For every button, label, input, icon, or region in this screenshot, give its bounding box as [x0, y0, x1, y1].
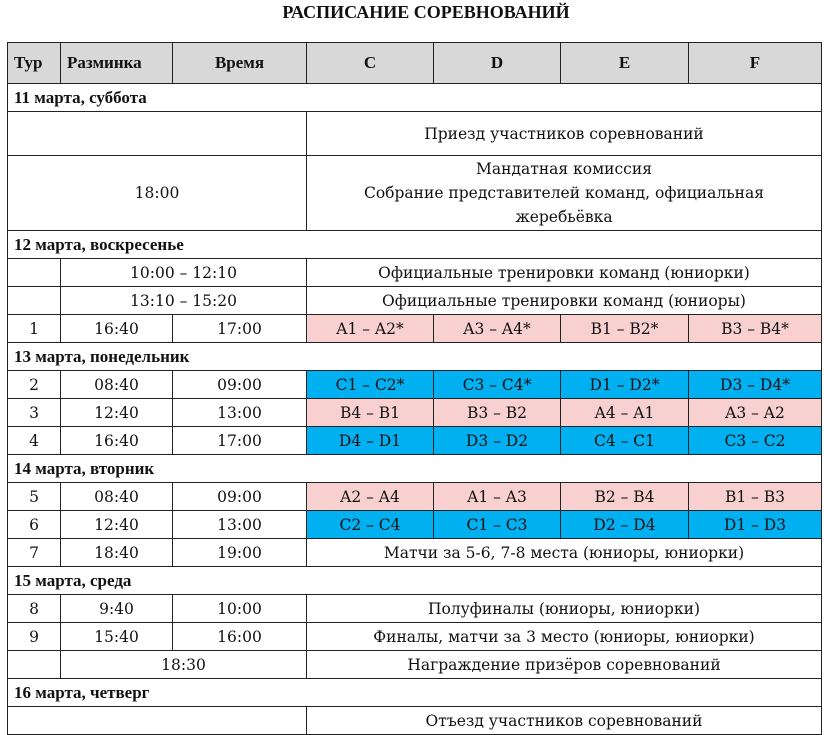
- time-cell: 10:00: [173, 595, 307, 623]
- event-cell: Полуфиналы (юниоры, юниорки): [307, 595, 822, 623]
- schedule-row: [8, 287, 822, 315]
- empty-cell: [8, 112, 307, 156]
- match-cell-d: A3 – A4*: [434, 315, 561, 343]
- match-cell-e: C4 – C1: [561, 427, 689, 455]
- tour-cell: 4: [8, 427, 61, 455]
- day-label: 16 марта, четверг: [8, 679, 822, 707]
- round-row: [8, 623, 822, 651]
- warmup-cell: 08:40: [61, 483, 173, 511]
- schedule-row: [8, 259, 822, 287]
- time-cell: 17:00: [173, 315, 307, 343]
- tour-cell: [8, 287, 61, 315]
- day-label: 15 марта, среда: [8, 567, 822, 595]
- match-cell-d: D3 – D2: [434, 427, 561, 455]
- match-cell-f: B1 – B3: [689, 483, 822, 511]
- event-cell: Финалы, матчи за 3 место (юниоры, юниорки): [307, 623, 822, 651]
- time-cell: 18:30: [61, 651, 307, 679]
- tour-cell: 1: [8, 315, 61, 343]
- schedule-row: [8, 112, 822, 156]
- warmup-cell: 12:40: [61, 399, 173, 427]
- header-row: [8, 43, 822, 84]
- event-line: Мандатная комиссия: [476, 160, 652, 178]
- header-court-c: C: [307, 43, 434, 84]
- event-cell: Официальные тренировки команд (юниоры): [307, 287, 822, 315]
- round-row: [8, 427, 822, 455]
- tour-cell: 8: [8, 595, 61, 623]
- match-cell-f: B3 – B4*: [689, 315, 822, 343]
- empty-cell: [8, 707, 307, 735]
- match-cell-e: B2 – B4: [561, 483, 689, 511]
- time-range-cell: 13:10 – 15:20: [61, 287, 307, 315]
- day-row: [8, 84, 822, 112]
- match-cell-d: A1 – A3: [434, 483, 561, 511]
- tour-cell: 6: [8, 511, 61, 539]
- round-row: [8, 595, 822, 623]
- warmup-cell: 12:40: [61, 511, 173, 539]
- warmup-cell: 16:40: [61, 427, 173, 455]
- event-line: жеребьёвка: [515, 208, 613, 226]
- schedule-row: [8, 707, 822, 735]
- match-cell-c: A1 – A2*: [307, 315, 434, 343]
- match-cell-d: C3 – C4*: [434, 371, 561, 399]
- warmup-cell: 16:40: [61, 315, 173, 343]
- match-cell-c: C1 – C2*: [307, 371, 434, 399]
- warmup-cell: 08:40: [61, 371, 173, 399]
- header-court-f: F: [689, 43, 822, 84]
- time-cell: 17:00: [173, 427, 307, 455]
- event-line: Собрание представителей команд, официальная: [363, 184, 764, 202]
- round-row: [8, 315, 822, 343]
- round-row: [8, 399, 822, 427]
- day-row: [8, 343, 822, 371]
- time-cell: 13:00: [173, 511, 307, 539]
- day-row: [8, 567, 822, 595]
- event-cell: Официальные тренировки команд (юниорки): [307, 259, 822, 287]
- schedule-row: [8, 156, 822, 231]
- event-cell: [307, 156, 822, 231]
- page-title: РАСПИСАНИЕ СОРЕВНОВАНИЙ: [282, 2, 570, 22]
- match-cell-f: D3 – D4*: [689, 371, 822, 399]
- tour-cell: 2: [8, 371, 61, 399]
- event-cell: Матчи за 5-6, 7-8 места (юниоры, юниорки): [307, 539, 822, 567]
- match-cell-c: B4 – B1: [307, 399, 434, 427]
- match-cell-e: B1 – B2*: [561, 315, 689, 343]
- schedule-row: [8, 651, 822, 679]
- warmup-cell: 15:40: [61, 623, 173, 651]
- header-court-d: D: [434, 43, 561, 84]
- round-row: [8, 511, 822, 539]
- match-cell-e: D1 – D2*: [561, 371, 689, 399]
- match-cell-e: D2 – D4: [561, 511, 689, 539]
- day-row: [8, 455, 822, 483]
- day-label: 13 марта, понедельник: [8, 343, 822, 371]
- tour-cell: 7: [8, 539, 61, 567]
- match-cell-f: C3 – C2: [689, 427, 822, 455]
- round-row: [8, 371, 822, 399]
- match-cell-f: D1 – D3: [689, 511, 822, 539]
- header-tour: Тур: [8, 43, 61, 84]
- tour-cell: [8, 651, 61, 679]
- match-cell-d: B3 – B2: [434, 399, 561, 427]
- event-cell: Отъезд участников соревнований: [307, 707, 822, 735]
- header-warmup: Разминка: [61, 43, 173, 84]
- event-cell: Приезд участников соревнований: [307, 112, 822, 156]
- day-row: [8, 231, 822, 259]
- header-time: Время: [173, 43, 307, 84]
- header-court-e: E: [561, 43, 689, 84]
- match-cell-c: A2 – A4: [307, 483, 434, 511]
- round-row: [8, 483, 822, 511]
- time-cell: 18:00: [8, 156, 307, 231]
- time-cell: 09:00: [173, 371, 307, 399]
- match-cell-f: A3 – A2: [689, 399, 822, 427]
- schedule-table: [7, 42, 822, 735]
- tour-cell: 3: [8, 399, 61, 427]
- match-cell-c: D4 – D1: [307, 427, 434, 455]
- match-cell-d: C1 – C3: [434, 511, 561, 539]
- tour-cell: 9: [8, 623, 61, 651]
- match-cell-e: A4 – A1: [561, 399, 689, 427]
- time-range-cell: 10:00 – 12:10: [61, 259, 307, 287]
- warmup-cell: 9:40: [61, 595, 173, 623]
- time-cell: 19:00: [173, 539, 307, 567]
- time-cell: 13:00: [173, 399, 307, 427]
- day-label: 11 марта, суббота: [8, 84, 822, 112]
- day-label: 14 марта, вторник: [8, 455, 822, 483]
- tour-cell: [8, 259, 61, 287]
- day-label: 12 марта, воскресенье: [8, 231, 822, 259]
- match-cell-c: C2 – C4: [307, 511, 434, 539]
- day-row: [8, 679, 822, 707]
- warmup-cell: 18:40: [61, 539, 173, 567]
- round-row: [8, 539, 822, 567]
- tour-cell: 5: [8, 483, 61, 511]
- event-cell: Награждение призёров соревнований: [307, 651, 822, 679]
- time-cell: 16:00: [173, 623, 307, 651]
- time-cell: 09:00: [173, 483, 307, 511]
